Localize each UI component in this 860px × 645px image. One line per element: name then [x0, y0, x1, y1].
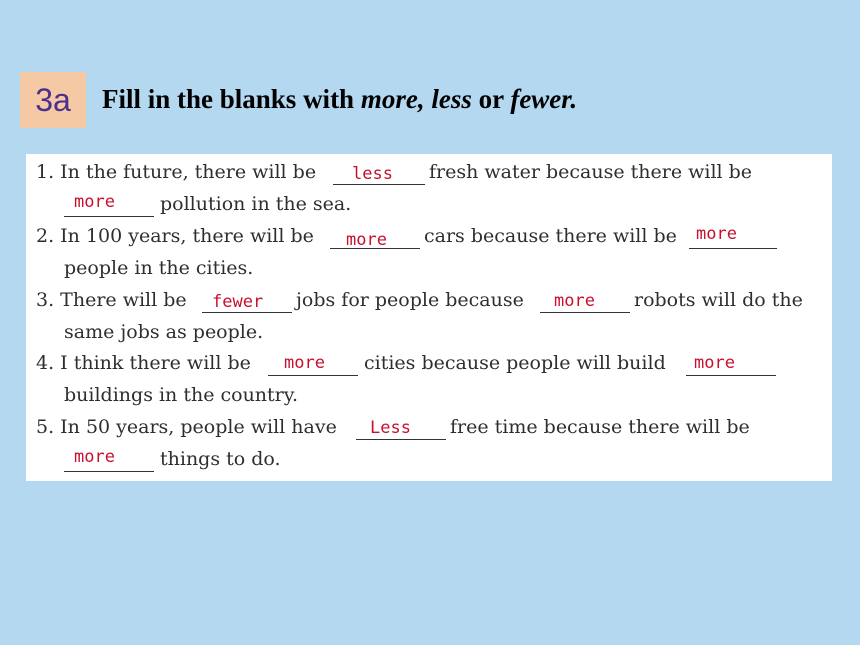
word-less: less [431, 84, 472, 114]
item-5-line-1b: free time because there will be [450, 416, 750, 438]
item-4-answer-1: more [284, 353, 325, 373]
item-1-answer-2: more [74, 192, 115, 212]
item-5-line-2: things to do. [160, 448, 281, 470]
item-4-answer-2: more [694, 353, 735, 373]
item-2-answer-2: more [696, 224, 737, 244]
instruction-text: Fill in the blanks with [102, 84, 361, 114]
instruction-or: or [471, 84, 511, 114]
item-3-line-1c: robots will do the [634, 289, 803, 311]
word-more: more, [360, 84, 425, 114]
item-2-answer-1: more [346, 230, 387, 250]
item-3-answer-1: fewer [212, 292, 264, 312]
item-4-line-1a: 4. I think there will be [36, 352, 251, 374]
item-4-blank-2 [686, 375, 776, 376]
item-3-answer-2: more [554, 291, 595, 311]
item-2-line-1b: cars because there will be [424, 225, 677, 247]
exercise-number-badge: 3a [20, 72, 86, 128]
word-fewer: fewer. [510, 84, 578, 114]
item-2-blank-2 [689, 248, 777, 249]
item-1-line-1a: 1. In the future, there will be [36, 161, 317, 183]
item-5-answer-1: Less [370, 418, 411, 438]
item-3-line-1a: 3. There will be [36, 289, 187, 311]
item-4-line-1b: cities because people will build [364, 352, 666, 374]
item-3-line-2: same jobs as people. [64, 321, 264, 343]
item-1-line-1b: fresh water because there will be [429, 161, 753, 183]
item-1-answer-1: less [352, 164, 393, 184]
item-3-blank-1 [202, 312, 292, 313]
item-3-blank-2 [540, 312, 630, 313]
item-5-answer-2: more [74, 447, 115, 467]
item-1-blank-2 [64, 216, 154, 217]
exercise-panel [26, 154, 832, 481]
item-3-line-1b: jobs for people because [296, 289, 524, 311]
item-5-blank-2 [64, 471, 154, 472]
item-2-line-2: people in the cities. [64, 257, 254, 279]
item-4-blank-1 [268, 375, 358, 376]
item-1-line-2: pollution in the sea. [160, 193, 352, 215]
item-5-blank-1 [356, 439, 446, 440]
item-1-blank-1 [333, 184, 425, 185]
item-5-line-1a: 5. In 50 years, people will have [36, 416, 337, 438]
item-4-line-2: buildings in the country. [64, 384, 299, 406]
exercise-instruction [102, 84, 577, 115]
item-2-line-1a: 2. In 100 years, there will be [36, 225, 314, 247]
